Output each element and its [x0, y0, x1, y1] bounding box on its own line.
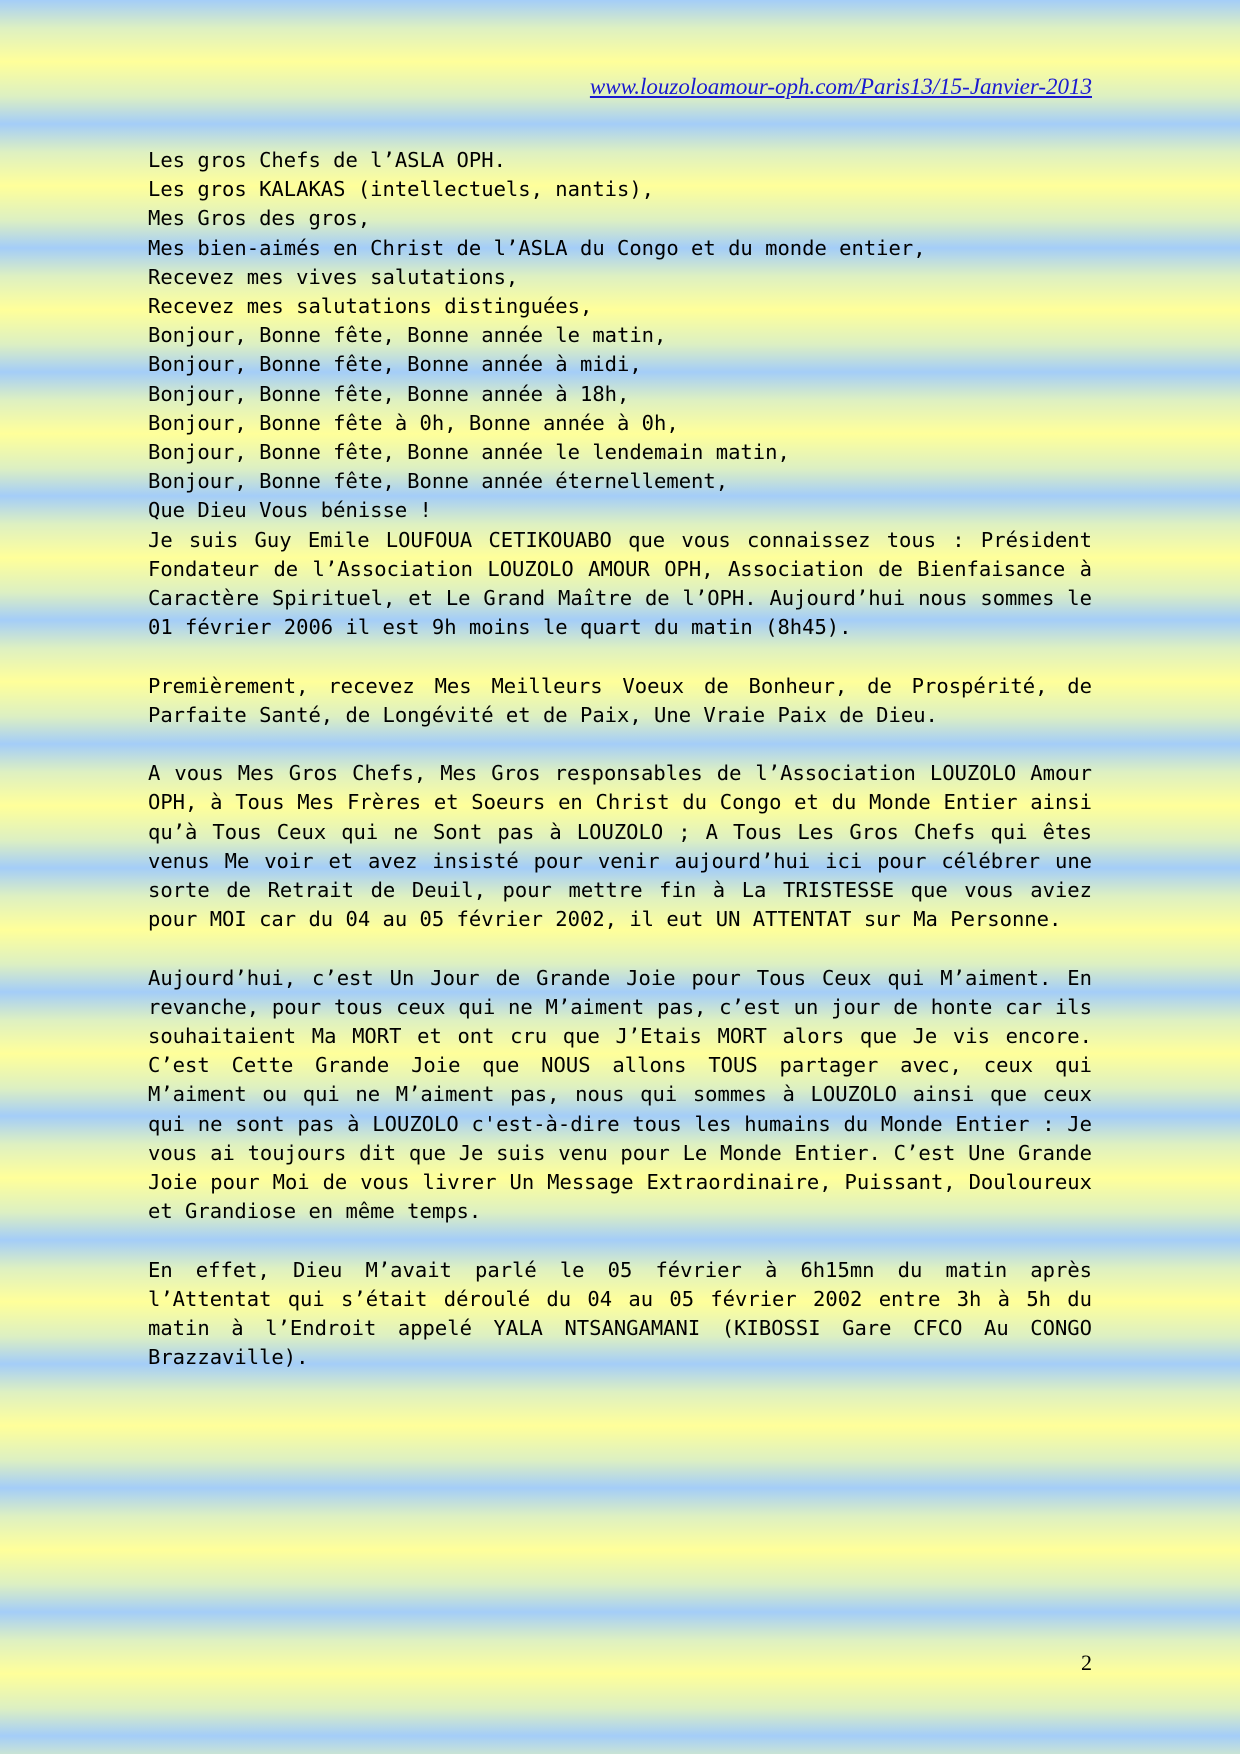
greeting-line: Que Dieu Vous bénisse ! — [148, 498, 432, 523]
greeting-line: Bonjour, Bonne fête, Bonne année le matin, — [148, 323, 667, 348]
page-number: 2 — [1081, 1650, 1092, 1675]
greeting-line: Mes bien-aimés en Christ de l’ASLA du Congo et du monde entier, — [148, 235, 926, 260]
greeting-line: Bonjour, Bonne fête, Bonne année le lendemain matin, — [148, 440, 790, 465]
paragraph-message: En effet, Dieu M’avait parlé le 05 février à 6h15mn du matin après l’Attentat qui s’était déroulé du 04 au 05 février 2002 entre 3h à 5h du matin à l’Endroit appelé YALA NTSANGAMANI (KIBOSSI Gare CFCO Au CONGO Brazzaville). — [148, 1257, 1092, 1370]
letter-body — [148, 146, 1092, 1372]
greeting-line: Bonjour, Bonne fête, Bonne année éternellement, — [148, 469, 729, 494]
paragraph-joy: Aujourd’hui, c’est Un Jour de Grande Joie pour Tous Ceux qui M’aiment. En revanche, pour tous ceux qui ne M’aiment pas, c’est un jour de honte car ils souhaitaient Ma MORT et ont cru que J’Etais MORT alors que Je vis encore. C’est Cette Grande Joie que NOUS allons TOUS partager avec, ceux qui M’aiment ou qui ne M’aiment pas, nous qui sommes à LOUZOLO ainsi que ceux qui ne sont pas à LOUZOLO c'est-à-dire tous les humains du Monde Entier : Je vous ai toujours dit que Je suis venu pour Le Monde Entier. C’est Une Grande Joie pour Moi de vous livrer Un Message Extraordinaire, Puissant, Douloureux et Grandiose en même temps. — [148, 965, 1092, 1224]
paragraph-wishes: Premièrement, recevez Mes Meilleurs Voeux de Bonheur, de Prospérité, de Parfaite Santé, de Longévité et de Paix, Une Vraie Paix de Dieu. — [148, 673, 1092, 727]
paragraph-introduction: Je suis Guy Emile LOUFOUA CETIKOUABO que vous connaissez tous : Président Fondateur de l’Association LOUZOLO AMOUR OPH, Association de Bienfaisance à Caractère Spirituel, et Le Grand Maître de l’OPH. Aujourd’hui nous sommes le 01 février 2006 il est 9h moins le quart du matin (8h45). — [148, 527, 1092, 640]
greeting-line: Bonjour, Bonne fête à 0h, Bonne année à 0h, — [148, 410, 679, 435]
greeting-line: Mes Gros des gros, — [148, 206, 371, 231]
greeting-line: Bonjour, Bonne fête, Bonne année à 18h, — [148, 381, 630, 406]
greeting-line: Bonjour, Bonne fête, Bonne année à midi, — [148, 352, 642, 377]
greeting-line: Les gros Chefs de l’ASLA OPH. — [148, 148, 506, 172]
greeting-line: Recevez mes vives salutations, — [148, 264, 519, 289]
greeting-line: Les gros KALAKAS (intellectuels, nantis), — [148, 177, 655, 202]
greeting-line: Recevez mes salutations distinguées, — [148, 294, 593, 319]
header-website-link[interactable]: www.louzoloamour-oph.com/Paris13/15-Janvier-2013 — [589, 74, 1092, 99]
paragraph-address: A vous Mes Gros Chefs, Mes Gros responsables de l’Association LOUZOLO Amour OPH, à Tous Mes Frères et Soeurs en Christ du Congo et du Monde Entier ainsi qu’à Tous Ceux qui ne Sont pas à LOUZOLO ; A Tous Les Gros Chefs qui êtes venus Me voir et avez insisté pour venir aujourd’hui ici pour célébrer une sorte de Retrait de Deuil, pour mettre fin à La TRISTESSE que vous aviez pour MOI car du 04 au 05 février 2002, il eut UN ATTENTAT sur Ma Personne. — [148, 761, 1092, 932]
